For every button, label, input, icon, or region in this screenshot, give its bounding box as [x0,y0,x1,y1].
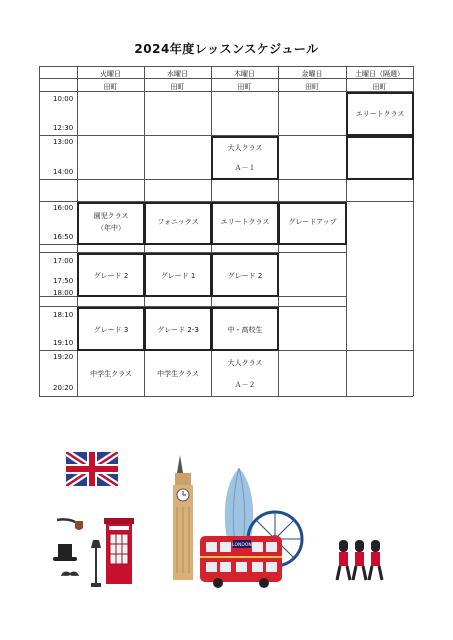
street-lamp-icon [88,536,104,588]
header-teacher-wed: 田町 [170,83,185,91]
class-label: 中学生クラス [90,370,132,378]
class-label: グレード 2 [227,272,263,280]
class-label: エリートクラス [220,218,270,226]
pipe-icon [55,514,87,532]
header-day-fri: 金曜日 [301,70,323,78]
class-label: 中学生クラス [157,370,199,378]
double-decker-bus-icon [198,534,284,588]
time-label: 13:00 [53,138,74,146]
class-label: フォニックス [157,218,199,226]
class-label: Ａ－２ [234,381,256,389]
time-label: 18:10 [53,311,74,319]
class-label: グレード 3 [93,326,129,334]
class-label: （年中） [97,224,125,232]
union-jack-flag-illustration [66,452,118,486]
class-label: 中・高校生 [227,326,263,334]
class-label: Ａ－１ [234,164,256,172]
class-cell-sat-empty [346,136,414,180]
phone-box-icon [104,516,134,586]
time-label: 19:20 [53,353,74,361]
class-label: グレードアップ [288,218,337,226]
bus-sign: LONDON [232,543,252,548]
time-label: 12:30 [53,124,74,132]
time-label: 17:00 [53,257,74,265]
time-label: 19:10 [53,339,74,347]
schedule-table [39,66,413,396]
header-day-wed: 水曜日 [167,70,188,78]
time-label: 18:00 [53,289,74,297]
header-teacher-tue: 田町 [103,83,118,91]
class-label: 園児クラス [93,212,129,220]
header-day-sat: 土曜日（隔週） [355,70,404,78]
time-label: 10:00 [53,95,74,103]
class-label: グレード 2-3 [157,326,199,334]
class-label: エリートクラス [355,110,405,118]
schedule-title: 2024年度レッスンスケジュール [134,42,319,56]
time-label: 16:50 [53,233,74,241]
class-label: グレード 1 [160,272,196,280]
top-hat-icon [52,542,78,564]
class-label: グレード 2 [93,272,129,280]
class-label: 大人クラス [227,144,263,152]
header-teacher-sat: 田町 [372,83,387,91]
time-label: 16:00 [53,204,74,212]
class-label: 大人クラス [227,359,263,367]
royal-guards-icon [335,538,387,584]
mustache-icon [60,570,80,580]
header-day-thu: 木曜日 [234,70,255,78]
time-label: 20:20 [53,384,74,392]
time-label: 14:00 [53,168,74,176]
header-day-tue: 火曜日 [100,70,121,78]
time-label: 17:50 [53,277,74,285]
header-teacher-thu: 田町 [237,83,252,91]
header-teacher-fri: 田町 [305,83,319,91]
